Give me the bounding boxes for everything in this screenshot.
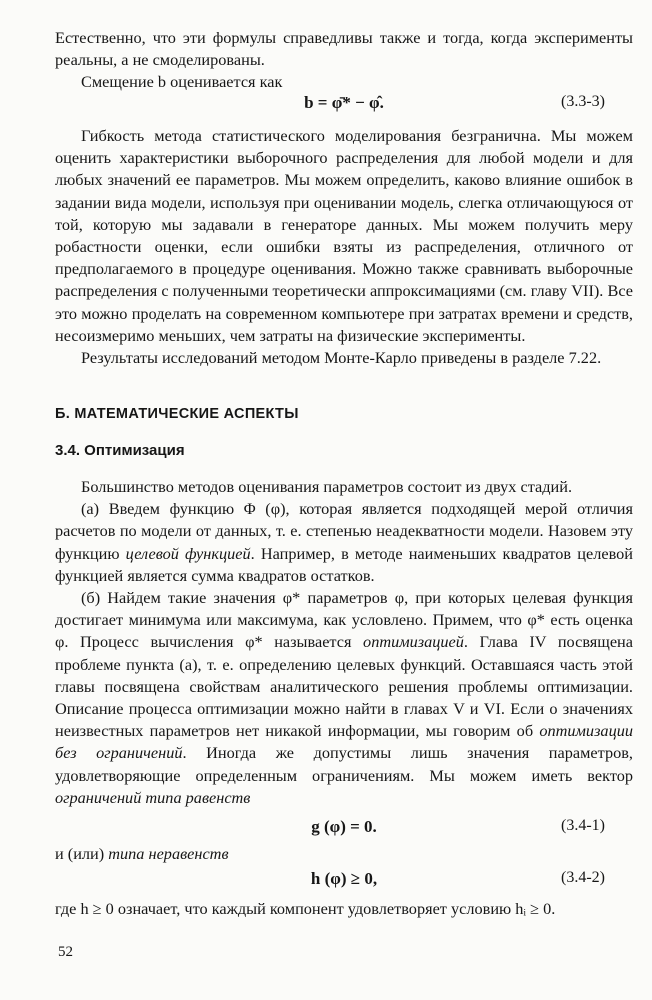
equation-number: (3.3-3): [561, 93, 605, 110]
closing-text: [55, 898, 633, 920]
equation-number: (3.4-1): [561, 817, 605, 834]
term-objective-function: целевой функцией: [125, 543, 251, 563]
page-number: 52: [58, 944, 73, 960]
subsection-heading: 3.4. Оптимизация: [55, 442, 185, 459]
paragraph-bias: Смещение b оценивается как: [81, 72, 283, 92]
paragraph-flexibility: Гибкость метода статистического моделирования безгранична. Мы можем оценить характеристики выборочного распределения для любой модели и для любых значений ее параметров. Мы можем определить, каково влияние ошибок в задании вида модели, используя при оценивании модель, слегка отличающуюся от той, которую мы задавали в генераторе данных. Мы можем получить меру робастности оценки, если ошибки взяты из распределения, отличного от предполагаемого в процедуре оценивания. Можно также сравнивать выборочные распределения с полученными теоретически аппроксимациями (см. главу VII). Все это можно проделать на современном компьютере при затратах времени и средств, несоизмеримо меньших, чем затраты на физические эксперименты.: [55, 126, 633, 345]
term-equality-constraints: ограничений типа равенств: [55, 787, 251, 807]
paragraph-monte-carlo: Результаты исследований методом Монте-Карло приведены в разделе 7.22.: [81, 348, 602, 368]
section-heading: Б. МАТЕМАТИЧЕСКИЕ АСПЕКТЫ: [55, 406, 299, 422]
optimization-text: [55, 476, 633, 809]
equation-expression: h (φ) ≥ 0,: [310, 869, 378, 888]
paragraph-stage-a: (а) Введем функцию Φ (φ), которая является подходящей мерой отличия расчетов по модели от данных, т. е. степенью неадекватности модели. Назовем эту функцию целевой функцией. Например, в методе наименьших квадратов целевой функцией является сумма квадратов остатков.: [55, 499, 633, 585]
intro-text: [55, 27, 633, 94]
equation-number: (3.4-2): [561, 869, 605, 886]
paragraph-inequality: и (или) типа неравенств: [55, 844, 229, 863]
equation-3-4-2: [55, 869, 633, 893]
equation-3-3-3: [55, 93, 633, 117]
term-optimization: оптимизацией: [363, 632, 464, 652]
term-unconstrained-optimization: оптимизации без ограничений: [55, 721, 633, 763]
paragraph-stage-b: (б) Найдем такие значения φ* параметров φ, при которых целевая функция достигает минимума или максимума, как условлено. Примем, что φ* есть оценка φ. Процесс вычисления φ* называется оптимизацией. Глава IV посвящена проблеме пункта (а), т. е. определению целевых функций. Оставшаяся часть этой главы посвящена свойствам аналитического решения проблемы оптимизации. Описание процесса оптимизации можно найти в главах V и VI. Если о значениях неизвестных параметров нет никакой информации, мы говорим об оптимизации без ограничений. Иногда же допустимы лишь значения параметров, удовлетворяющие определенным ограничениям. Мы можем иметь вектор ограничений типа равенств: [55, 588, 633, 807]
paragraph-condition: где h ≥ 0 означает, что каждый компонент удовлетворяет условию hᵢ ≥ 0.: [55, 899, 556, 918]
inequality-intro: [55, 843, 633, 865]
equation-expression: b = φ̄* − φ̂.: [304, 93, 384, 112]
flexibility-text: [55, 125, 633, 369]
equation-3-4-1: [55, 817, 633, 841]
equation-expression: g (φ) = 0.: [311, 817, 377, 836]
term-inequality-type: типа неравенств: [108, 844, 229, 863]
paragraph-stages: Большинство методов оценивания параметров состоит из двух стадий.: [81, 477, 573, 496]
paragraph-intro: Естественно, что эти формулы справедливы также и тогда, когда эксперименты реальны, а не смоделированы.: [55, 28, 633, 70]
